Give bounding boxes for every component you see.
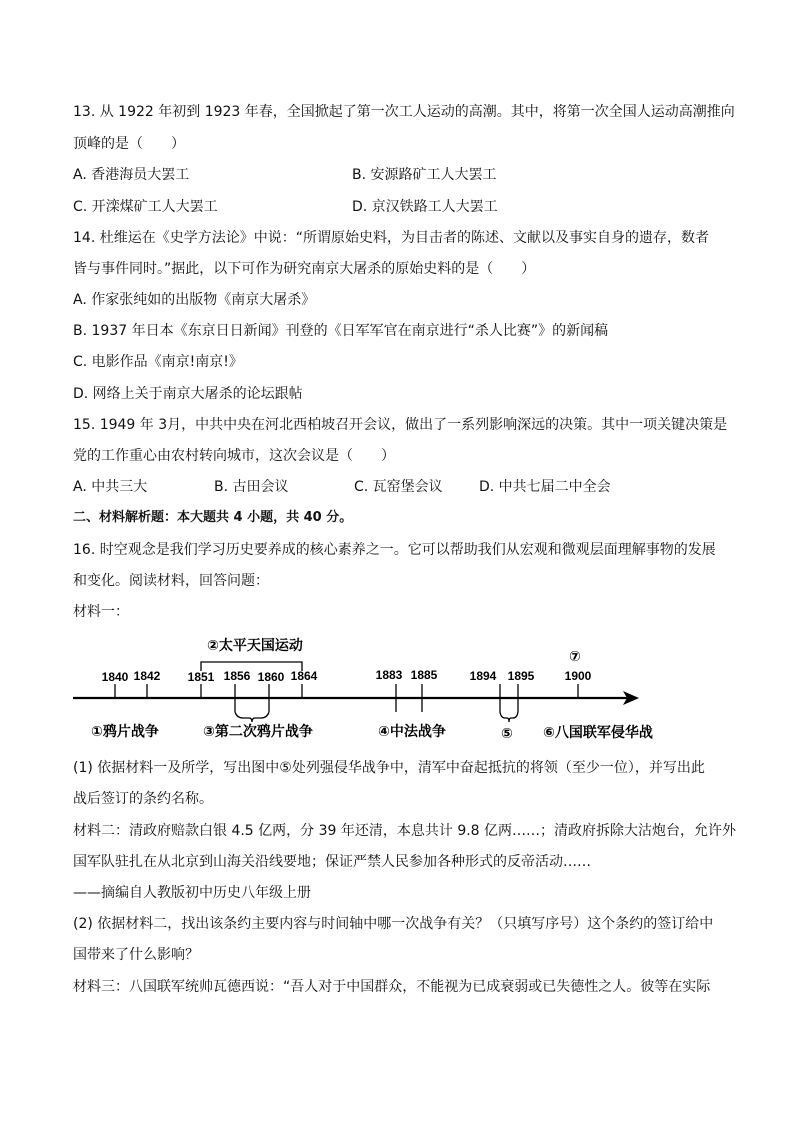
q16-sub1-line2: 战后签订的条约名称。 xyxy=(73,791,213,807)
year-1883: 1883 xyxy=(375,668,403,682)
q15-option-d: D. 中共七届二中全会 xyxy=(479,479,611,495)
year-1864: 1864 xyxy=(290,669,318,683)
q13-option-c: C. 开滦煤矿工人大罢工 xyxy=(73,199,218,215)
label-num-5: ⑤ xyxy=(501,726,513,742)
q13-stem-line2: 顶峰的是（ ） xyxy=(73,136,185,152)
label-sino-french-war: ④中法战争 xyxy=(378,724,446,740)
q14-option-c: C. 电影作品《南京!南京!》 xyxy=(73,354,243,370)
material3-line1: 材料三：八国联军统帅瓦德西说：“吾人对于中国群众，不能视为已成衰弱或已失德性之人。彼等在实际 xyxy=(73,979,711,995)
year-1856: 1856 xyxy=(223,669,251,683)
q14-option-b: B. 1937 年日本《东京日日新闻》刊登的《日军军官在南京进行“杀人比赛”》的新闻稿 xyxy=(73,323,609,339)
q16-stem-line2: 和变化。阅读材料，回答问题： xyxy=(73,573,269,589)
material1-label: 材料一： xyxy=(73,604,129,620)
q16-stem-line1: 16. 时空观念是我们学习历史要养成的核心素养之一。它可以帮助我们从宏观和微观层面理解事物的发展 xyxy=(73,542,716,558)
year-1840: 1840 xyxy=(101,670,129,684)
q13-option-d: D. 京汉铁路工人大罢工 xyxy=(352,199,498,215)
q13-stem-line1: 13. 从 1922 年初到 1923 年春，全国掀起了第一次工人运动的高潮。其中，将第一次全国人运动高潮推向 xyxy=(73,104,735,120)
label-taiping: ②太平天国运动 xyxy=(207,638,303,654)
year-1900: 1900 xyxy=(564,669,592,683)
q16-sub2-line2: 国带来了什么影响？ xyxy=(73,947,199,963)
q14-option-a: A. 作家张纯如的出版物《南京大屠杀》 xyxy=(73,292,316,308)
q14-option-d: D. 网络上关于南京大屠杀的论坛跟帖 xyxy=(73,386,303,402)
q14-stem-line1: 14. 杜维运在《史学方法论》中说：“所谓原始史料，为目击者的陈述、文献以及事实自身的遗存，数者 xyxy=(73,230,709,246)
material2-source: ——摘编自人教版初中历史八年级上册 xyxy=(73,885,311,901)
q16-sub1-line1: (1) 依据材料一及所学，写出图中⑤处列强侵华战争中，清军中奋起抵抗的将领（至少一位），并写出此 xyxy=(73,760,705,776)
material2-line2: 国军队驻扎在从北京到山海关沿线要地；保证严禁人民参加各种形式的反帝活动…… xyxy=(73,854,591,870)
year-1842: 1842 xyxy=(133,669,161,683)
q13-option-a: A. 香港海员大罢工 xyxy=(73,167,190,183)
label-first-opium-war: ①鸦片战争 xyxy=(91,724,159,740)
q15-option-a: A. 中共三大 xyxy=(73,479,148,495)
material2-line1: 材料二：清政府赔款白银 4.5 亿两，分 39 年还清，本息共计 9.8 亿两……；清政府拆除大沽炮台，允许外 xyxy=(73,823,737,839)
bracket-1894-1895 xyxy=(500,712,518,722)
q15-option-b: B. 古田会议 xyxy=(214,479,289,495)
year-1895: 1895 xyxy=(507,669,535,683)
q13-option-b: B. 安源路矿工人大罢工 xyxy=(352,167,497,183)
bracket-second-opium xyxy=(235,712,269,722)
q15-stem-line2: 党的工作重心由农村转向城市，这次会议是（ ） xyxy=(73,448,395,464)
label-eight-nation-alliance: ⑥八国联军侵华战 xyxy=(543,725,653,741)
year-1894: 1894 xyxy=(469,669,497,683)
section-heading: 二、材料解析题：本大题共 4 小题，共 40 分。 xyxy=(73,510,353,525)
q14-stem-line2: 皆与事件同时。”据此，以下可作为研究南京大屠杀的原始史料的是（ ） xyxy=(73,261,536,277)
year-1885: 1885 xyxy=(410,668,438,682)
label-num-7: ⑦ xyxy=(569,649,581,665)
q16-sub2-line1: (2) 依据材料二，找出该条约主要内容与时间轴中哪一次战争有关？（只填写序号）这个条约的签订给中 xyxy=(73,916,714,932)
taiping-bracket xyxy=(201,662,302,671)
label-second-opium-war: ③第二次鸦片战争 xyxy=(203,724,313,740)
q15-option-c: C. 瓦窑堡会议 xyxy=(354,479,443,495)
year-1851: 1851 xyxy=(187,670,215,684)
year-1860: 1860 xyxy=(257,670,285,684)
q15-stem-line1: 15. 1949 年 3月，中共中央在河北西柏坡召开会议，做出了一系列影响深远的决策。其中一项关键决策是 xyxy=(73,417,728,433)
timeline-diagram xyxy=(73,628,673,748)
